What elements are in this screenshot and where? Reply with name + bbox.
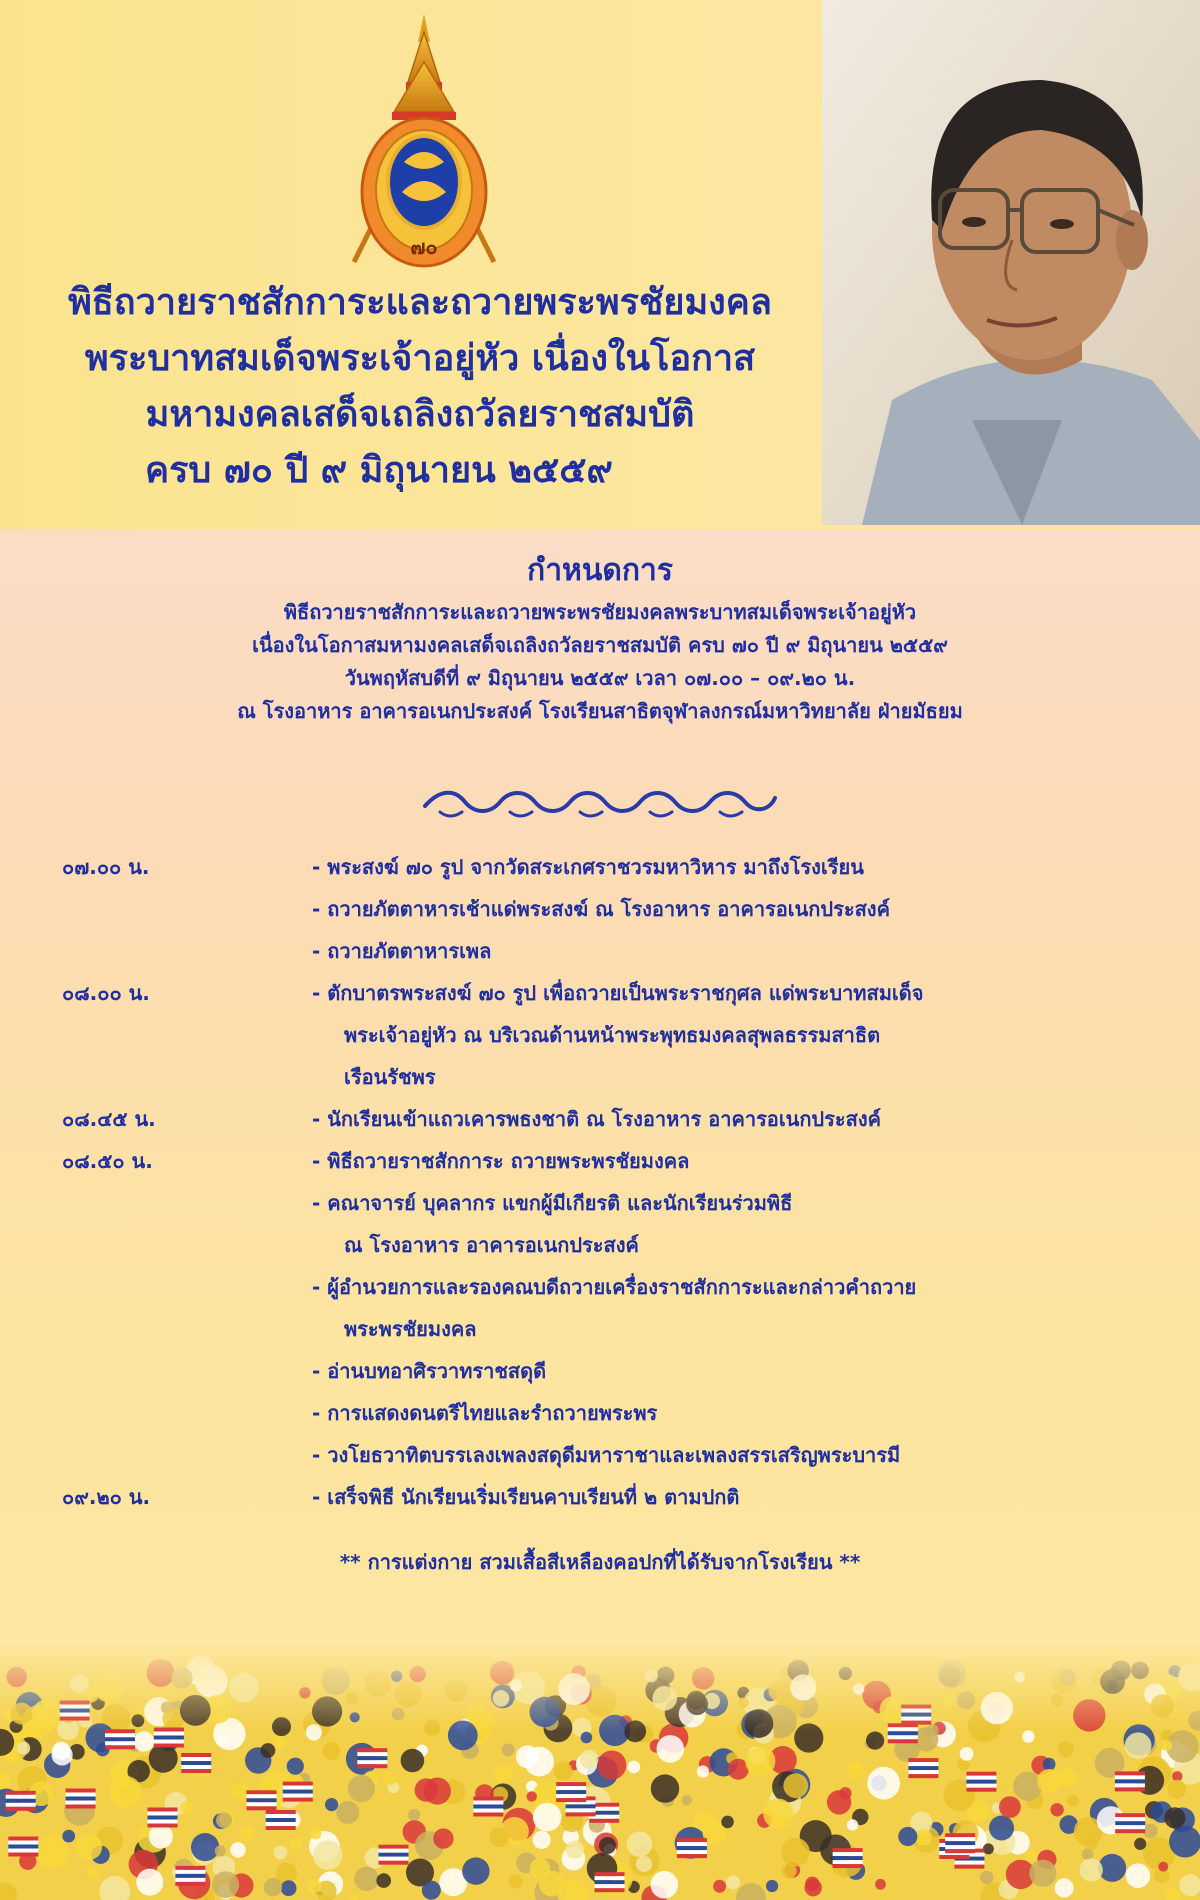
agenda-row xyxy=(0,1475,1200,1517)
agenda-item: - วงโยธวาทิตบรรเลงเพลงสดุดีมหาราชาและเพลงสรรเสริญพระบารมี xyxy=(312,1443,901,1467)
schedule-line: เนื่องในโอกาสมหามงคลเสด็จเถลิงถวัลยราชสมบัติ ครบ ๗๐ ปี ๙ มิถุนายน ๒๕๕๙ xyxy=(252,633,948,657)
schedule-title: กำหนดการ xyxy=(527,553,673,588)
agenda-row xyxy=(0,1097,1200,1139)
agenda-item: - การแสดงดนตรีไทยและรำถวายพระพร xyxy=(312,1401,658,1425)
agenda-time: ๐๘.๔๕ น. xyxy=(62,1107,156,1131)
title-line-2: พระบาทสมเด็จพระเจ้าอยู่หัว เนื่องในโอกาส xyxy=(84,338,756,379)
title-line-1: พิธีถวายราชสักการะและถวายพระพรชัยมงคล xyxy=(68,282,772,323)
ornament-divider-icon xyxy=(420,784,780,824)
agenda-item-continued: เรือนรัชพร xyxy=(344,1065,436,1089)
agenda-item: - ถวายภัตตาหารเพล xyxy=(312,939,492,963)
agenda-item-continued: พระพรชัยมงคล xyxy=(344,1317,477,1341)
schedule-heading xyxy=(0,550,1200,728)
agenda-row xyxy=(0,1013,1200,1055)
title-line-3: มหามงคลเสด็จเถลิงถวัลยราชสมบัติ xyxy=(145,394,695,435)
agenda-row xyxy=(0,1349,1200,1391)
agenda-row xyxy=(0,1055,1200,1097)
agenda-row xyxy=(0,1307,1200,1349)
agenda-item: - เสร็จพิธี นักเรียนเริ่มเรียนคาบเรียนที่ ๒ ตามปกติ xyxy=(312,1485,740,1509)
svg-text:๗๐: ๗๐ xyxy=(410,235,438,259)
king-portrait-image xyxy=(822,0,1200,525)
royal-emblem-icon xyxy=(334,12,514,274)
agenda-row xyxy=(0,1265,1200,1307)
schedule-venue: ณ โรงอาหาร อาคารอเนกประสงค์ โรงเรียนสาธิตจุฬาลงกรณ์มหาวิทยาลัย ฝ่ายมัธยม xyxy=(237,699,963,723)
agenda-item: - พิธีถวายราชสักการะ ถวายพระพรชัยมงคล xyxy=(312,1149,690,1173)
agenda-item: - คณาจารย์ บุคลากร แขกผู้มีเกียรติ และนักเรียนร่วมพิธี xyxy=(312,1191,793,1215)
agenda-row xyxy=(0,971,1200,1013)
dress-code-note: ** การแต่งกาย สวมเสื้อสีเหลืองคอปกที่ได้รับจากโรงเรียน ** xyxy=(339,1550,861,1574)
agenda-row xyxy=(0,1139,1200,1181)
agenda-row xyxy=(0,1181,1200,1223)
agenda-time: ๐๙.๒๐ น. xyxy=(62,1485,151,1509)
agenda-item: - นักเรียนเข้าแถวเคารพธงชาติ ณ โรงอาหาร อาคารอเนกประสงค์ xyxy=(312,1107,881,1131)
title-line-4: ครบ ๗๐ ปี ๙ มิถุนายน ๒๕๕๙ xyxy=(145,450,613,491)
agenda-item: - ผู้อำนวยการและรองคณบดีถวายเครื่องราชสักการะและกล่าวคำถวาย xyxy=(312,1275,917,1299)
agenda-row xyxy=(0,1223,1200,1265)
agenda-item-continued: พระเจ้าอยู่หัว ณ บริเวณด้านหน้าพระพุทธมงคลสุพลธรรมสาธิต xyxy=(344,1023,881,1047)
agenda-row xyxy=(0,929,1200,971)
crowd-photo-image xyxy=(0,1640,1200,1900)
agenda-time: ๐๗.๐๐ น. xyxy=(62,855,150,879)
agenda-item: - ตักบาตรพระสงฆ์ ๗๐ รูป เพื่อถวายเป็นพระราชกุศล แด่พระบาทสมเด็จ xyxy=(312,981,924,1005)
agenda-time: ๐๘.๐๐ น. xyxy=(62,981,150,1005)
agenda-item: - อ่านบทอาศิรวาทราชสดุดี xyxy=(312,1359,547,1383)
agenda-row xyxy=(0,887,1200,929)
agenda-item: - พระสงฆ์ ๗๐ รูป จากวัดสระเกศราชวรมหาวิหาร มาถึงโรงเรียน xyxy=(312,855,864,879)
schedule-date: วันพฤหัสบดีที่ ๙ มิถุนายน ๒๕๕๙ เวลา ๐๗.๐๐ – ๐๙.๒๐ น. xyxy=(344,666,856,690)
agenda-item: - ถวายภัตตาหารเช้าแด่พระสงฆ์ ณ โรงอาหาร อาคารอเนกประสงค์ xyxy=(312,897,890,921)
agenda-row xyxy=(0,1433,1200,1475)
ceremony-title xyxy=(20,275,820,499)
agenda-item-continued: ณ โรงอาหาร อาคารอเนกประสงค์ xyxy=(344,1233,639,1257)
agenda-row xyxy=(0,845,1200,887)
schedule-line: พิธีถวายราชสักการะและถวายพระพรชัยมงคลพระบาทสมเด็จพระเจ้าอยู่หัว xyxy=(283,600,917,624)
agenda-row xyxy=(0,1391,1200,1433)
agenda-time: ๐๘.๕๐ น. xyxy=(62,1149,153,1173)
agenda-list xyxy=(0,845,1200,1517)
